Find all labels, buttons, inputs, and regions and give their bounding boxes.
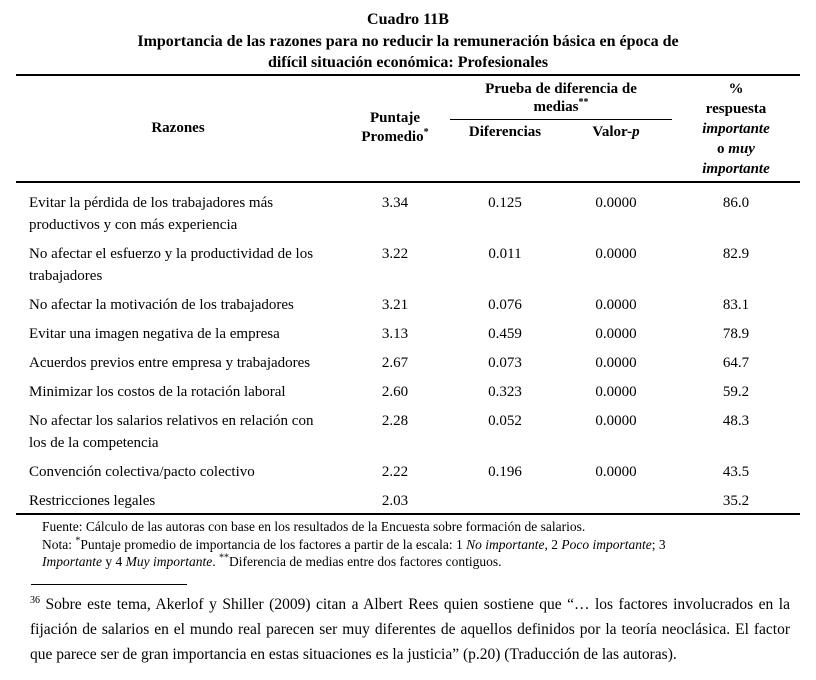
footnote-36 [30,592,790,667]
note-seg6: Diferencia de medias entre dos factores contiguos. [229,554,502,569]
table-row-9 [16,487,800,514]
cell-razon: Minimizar los costos de la rotación laboral [29,384,286,400]
header-prueba-title [450,80,672,120]
header-pct-line4-muy: muy [728,140,755,157]
cell-valor-p: 0.0000 [595,195,637,211]
cell-valor-p: 0.0000 [595,297,637,313]
table-row-5 [16,349,800,378]
header-pct-line4-o: o [717,140,729,157]
header-valor-p [560,124,672,141]
header-puntaje-line1: Puntaje [370,110,420,126]
table-notes [42,518,718,571]
cell-puntaje: 2.22 [381,464,409,480]
note-scale-4: Muy importante [125,554,213,569]
note-seg1: Puntaje promedio de importancia de los factores a partir de la escala: 1 [80,536,467,552]
cell-puntaje: 3.22 [381,246,409,262]
note-seg5: . [212,554,219,569]
cell-razon: No afectar el esfuerzo y la productividad de los trabajadores [29,246,314,284]
header-prueba-line2: medias [533,98,579,115]
header-pct-line1: % [728,80,744,97]
cell-pct: 86.0 [722,195,750,211]
table-row-4 [16,320,800,349]
cell-diferencias: 0.125 [488,195,522,211]
cell-pct: 43.5 [722,464,750,480]
table-caption: Cuadro 11B [367,11,449,28]
table-header-row [16,74,800,183]
table-row-8 [16,458,800,487]
footnote-text: Sobre este tema, Akerlof y Shiller (2009) citan a Albert Rees quien sostiene que “… los factores involucrados en la fijación de salarios en el mundo real parecen ser muy diferentes de aquellos definidos por la teoría neoclásica. El factor que parece ser de gran importancia en estas situaciones es la justicia” (p.20) (Traducción de las autoras). [30,595,790,663]
header-puntaje-asterisk: * [423,127,429,138]
note-double-asterisk: ** [219,552,229,564]
cell-razon: Restricciones legales [29,493,156,509]
cell-pct: 82.9 [722,246,750,262]
note-scale-3: Importante [42,554,102,569]
header-prueba-asterisks: ** [578,96,589,108]
cell-valor-p: 0.0000 [595,413,637,429]
footnote-number: 36 [30,594,40,606]
table-row-2 [16,240,800,291]
header-prueba-subcolumns [450,120,672,141]
cell-diferencias: 0.076 [488,297,522,313]
cell-puntaje: 2.67 [381,355,409,371]
cell-valor-p: 0.0000 [595,326,637,342]
cell-puntaje: 2.03 [381,493,409,509]
cell-diferencias: 0.323 [488,384,522,400]
cell-valor-p: 0.0000 [595,384,637,400]
header-pct-respuesta [672,76,800,181]
header-pct-line3: importante [702,120,770,137]
table-row-3 [16,291,800,320]
header-prueba-group [450,76,672,181]
cell-pct: 35.2 [722,493,750,509]
note-seg2: , 2 [544,536,562,552]
table-row-1 [16,189,800,240]
footnote-block [30,592,790,667]
cell-pct: 59.2 [722,384,750,400]
cell-puntaje: 2.60 [381,384,409,400]
table-row-6 [16,378,800,407]
cell-diferencias: 0.196 [488,464,522,480]
cell-razon: No afectar los salarios relativos en relación con los de la competencia [29,413,314,451]
explanatory-note [42,536,718,571]
header-valor-p-italic: p [632,123,640,140]
table-title-line2: Importancia de las razones para no reducir la remuneración básica en época de [137,32,679,50]
note-scale-2: Poco importante [561,536,652,552]
source-note: Fuente: Cálculo de las autoras con base en los resultados de la Encuesta sobre formación de salarios. [42,519,586,534]
cell-diferencias: 0.073 [488,355,522,371]
header-puntaje-line2: Promedio [361,129,424,145]
note-scale-1: No importante [466,536,545,552]
header-puntaje-promedio [340,109,450,147]
table-title-block [0,0,816,74]
cell-pct: 78.9 [722,326,750,342]
cell-puntaje: 3.34 [381,195,409,211]
note-seg3: ; 3 [651,536,666,552]
cell-diferencias: 0.011 [488,246,522,262]
cell-diferencias: 0.052 [488,413,522,429]
cell-razon: Evitar una imagen negativa de la empresa [29,326,280,342]
header-prueba-line1: Prueba de diferencia de [485,80,637,97]
note-seg4: y 4 [102,554,126,569]
cell-razon: Evitar la pérdida de los trabajadores más productivos y con más experiencia [29,195,274,233]
cell-valor-p: 0.0000 [595,246,637,262]
table-row-7 [16,407,800,458]
cell-pct: 83.1 [722,297,750,313]
cell-valor-p: 0.0000 [595,464,637,480]
cell-diferencias: 0.459 [488,326,522,342]
cell-pct: 48.3 [722,413,750,429]
table-title-line3: difícil situación económica: Profesionales [267,54,549,71]
footnote-separator [31,584,187,585]
header-pct-line2: respuesta [705,100,767,117]
header-diferencias: Diferencias [468,123,542,140]
note-prefix: Nota: [42,536,76,552]
cell-puntaje: 2.28 [381,413,409,429]
cell-razon: No afectar la motivación de los trabajadores [29,297,294,313]
cell-puntaje: 3.13 [381,326,409,342]
cell-puntaje: 3.21 [381,297,409,313]
header-valor-prefix: Valor- [592,123,633,140]
header-razones: Razones [151,120,205,136]
data-table [16,74,800,516]
table-body [16,183,800,516]
cell-pct: 64.7 [722,355,750,371]
cell-valor-p: 0.0000 [595,355,637,371]
cell-razon: Acuerdos previos entre empresa y trabajadores [29,355,311,371]
cell-razon: Convención colectiva/pacto colectivo [29,464,255,480]
note-asterisk: * [75,535,81,546]
header-pct-line5: importante [702,160,770,177]
